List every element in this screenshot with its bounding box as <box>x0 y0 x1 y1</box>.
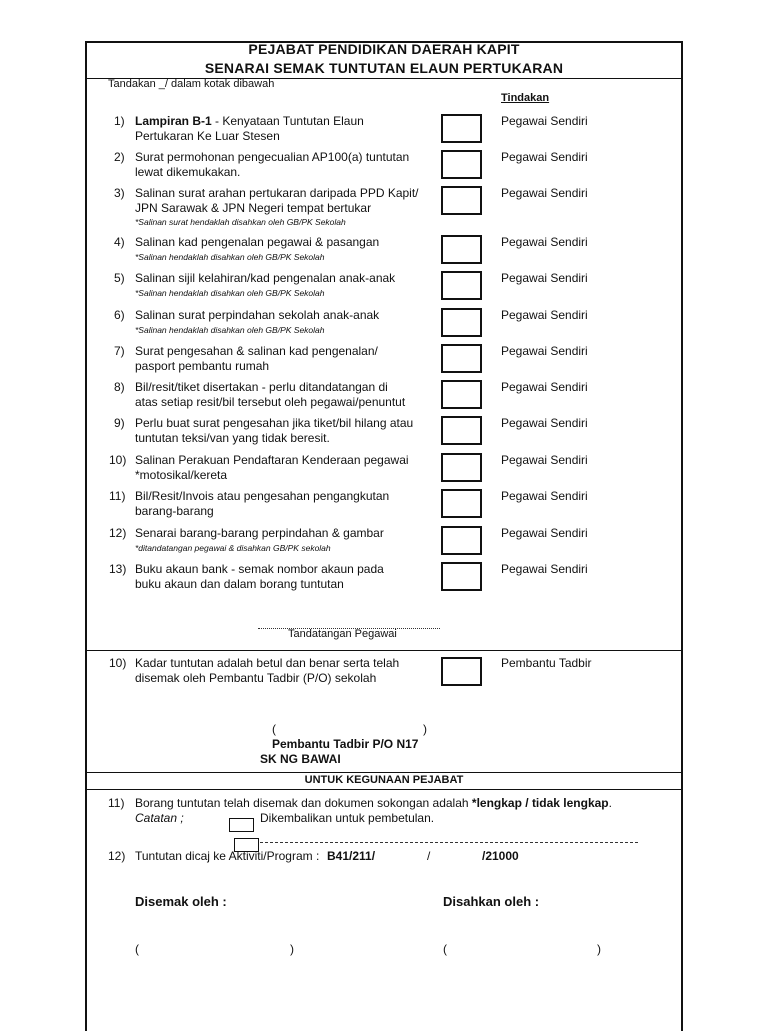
checker-paren-close: ) <box>290 942 294 956</box>
item-line1: Buku akaun bank - semak nombor akaun pada <box>135 562 384 576</box>
checked-by-label: Disemak oleh : <box>135 894 227 909</box>
item-line1: Surat pengesahan & salinan kad pengenalan/ <box>135 344 378 358</box>
item-line1: Salinan surat perpindahan sekolah anak-anak <box>135 308 380 322</box>
item-action: Pegawai Sendiri <box>501 489 588 503</box>
office-use-heading: UNTUK KEGUNAAN PEJABAT <box>304 774 464 786</box>
item-number: 11) <box>109 489 126 503</box>
item-line1: Surat permohonan pengecualian AP100(a) tuntutan <box>135 150 410 164</box>
approver-paren-open: ( <box>443 942 447 956</box>
program-code-slash: / <box>427 849 431 863</box>
pt-item-number: 10) <box>109 656 127 670</box>
item-checkbox[interactable] <box>441 416 482 445</box>
pt-paren-open: ( <box>272 722 276 736</box>
item-number: 10) <box>109 453 127 467</box>
item-line1: Salinan Perakuan Pendaftaran Kenderaan pegawai <box>135 453 409 467</box>
item-number: 9) <box>114 416 125 430</box>
item-checkbox[interactable] <box>441 271 482 300</box>
item-line1: Salinan surat arahan pertukaran daripada PPD Kapit/ <box>135 186 419 200</box>
item-checkbox[interactable] <box>441 489 482 518</box>
item-action: Pegawai Sendiri <box>501 271 588 285</box>
item-action: Pegawai Sendiri <box>501 380 588 394</box>
item-line2: pasport pembantu rumah <box>135 359 270 373</box>
pt-checkbox[interactable] <box>441 657 482 686</box>
item-checkbox[interactable] <box>441 380 482 409</box>
item-line2: JPN Sarawak & JPN Negeri tempat bertukar <box>135 201 372 215</box>
item-note: *Salinan hendaklah disahkan oleh GB/PK Sekolah <box>135 252 325 262</box>
item-checkbox[interactable] <box>441 186 482 215</box>
item-note: *ditandatangan pegawai & disahkan GB/PK sekolah <box>135 543 331 553</box>
office-title: PEJABAT PENDIDIKAN DAERAH KAPIT <box>248 41 520 57</box>
item-line1: Senarai barang-barang perpindahan & gambar <box>135 526 384 540</box>
item-line2: atas setiap resit/bil tersebut oleh pegawai/penuntut <box>135 395 406 409</box>
item-action: Pegawai Sendiri <box>501 526 588 540</box>
item-checkbox[interactable] <box>441 344 482 373</box>
item-number: 3) <box>114 186 125 200</box>
item-checkbox[interactable] <box>441 453 482 482</box>
approved-by-label: Disahkan oleh : <box>443 894 540 909</box>
item-line1: Bil/Resit/Invois atau pengesahan pengangkutan <box>135 489 390 503</box>
office-item12-number: 12) <box>108 849 126 863</box>
item-action: Pegawai Sendiri <box>501 416 588 430</box>
returned-checkbox[interactable] <box>229 818 254 832</box>
catatan-label: Catatan ; <box>135 811 184 825</box>
item-checkbox[interactable] <box>441 114 482 143</box>
item-line1: Perlu buat surat pengesahan jika tiket/bil hilang atau <box>135 416 414 430</box>
item-line2: Pertukaran Ke Luar Stesen <box>135 129 280 143</box>
item-bold-label: Lampiran B-1 <box>135 114 212 128</box>
approver-paren-close: ) <box>597 942 601 956</box>
pt-item-line2: disemak oleh Pembantu Tadbir (P/O) sekolah <box>135 671 377 685</box>
item-line2: tuntutan teksi/van yang tidak beresit. <box>135 431 330 445</box>
item-line2: buku akaun dan dalam borang tuntutan <box>135 577 344 591</box>
program-code-part1: B41/211/ <box>327 849 376 863</box>
item-action: Pegawai Sendiri <box>501 344 588 358</box>
item-action: Pegawai Sendiri <box>501 235 588 249</box>
section-divider-3 <box>85 789 683 790</box>
item-line2: barang-barang <box>135 504 214 518</box>
item-number: 1) <box>114 114 125 128</box>
tindakan-heading: Tindakan <box>501 92 550 104</box>
form-title: SENARAI SEMAK TUNTUTAN ELAUN PERTUKARAN <box>204 60 564 76</box>
item-action: Pegawai Sendiri <box>501 150 588 164</box>
item-number: 5) <box>114 271 125 285</box>
item-number: 13) <box>109 562 127 576</box>
item-action: Pegawai Sendiri <box>501 562 588 576</box>
office-item11-number: 11) <box>108 796 125 810</box>
item-line1: Salinan sijil kelahiran/kad pengenalan anak-anak <box>135 271 396 285</box>
section-divider-2 <box>85 772 683 773</box>
item-line1-rest: - Kenyataan Tuntutan Elaun <box>211 114 364 128</box>
item-checkbox[interactable] <box>441 562 482 591</box>
item-checkbox[interactable] <box>441 526 482 555</box>
item-checkbox[interactable] <box>441 235 482 264</box>
item-checkbox[interactable] <box>441 308 482 337</box>
checker-paren-open: ( <box>135 942 139 956</box>
item-note: *Salinan hendaklah disahkan oleh GB/PK Sekolah <box>135 288 325 298</box>
pt-paren-close: ) <box>423 722 427 736</box>
item-line1: Bil/resit/tiket disertakan - perlu ditandatangan di <box>135 380 388 394</box>
remarks-line <box>260 842 638 843</box>
item-number: 6) <box>114 308 125 322</box>
item-action: Pegawai Sendiri <box>501 114 588 128</box>
item-number: 4) <box>114 235 125 249</box>
pt-action: Pembantu Tadbir <box>501 656 592 670</box>
instruction-text: Tandakan _/ dalam kotak dibawah <box>108 78 275 90</box>
item-note: *Salinan hendaklah disahkan oleh GB/PK Sekolah <box>135 325 325 335</box>
school-name: SK NG BAWAI <box>260 752 341 766</box>
item-action: Pegawai Sendiri <box>501 186 588 200</box>
section-divider-1 <box>85 650 683 651</box>
item-line2: *motosikal/kereta <box>135 468 228 482</box>
office-item11-text: Borang tuntutan telah disemak dan dokumen sokongan adalah *lengkap / tidak lengkap. <box>135 796 612 810</box>
item-number: 7) <box>114 344 125 358</box>
pt-title: Pembantu Tadbir P/O N17 <box>272 737 419 751</box>
item-action: Pegawai Sendiri <box>501 308 588 322</box>
item-action: Pegawai Sendiri <box>501 453 588 467</box>
item-number: 8) <box>114 380 125 394</box>
item-line2: lewat dikemukakan. <box>135 165 241 179</box>
office-item12-text: Tuntutan dicaj ke Aktiviti/Program : <box>135 849 320 863</box>
returned-text: Dikembalikan untuk pembetulan. <box>260 811 435 825</box>
officer-signature-label: Tandatangan Pegawai <box>288 628 397 640</box>
pt-item-line1: Kadar tuntutan adalah betul dan benar serta telah <box>135 656 400 670</box>
item-number: 12) <box>109 526 127 540</box>
item-checkbox[interactable] <box>441 150 482 179</box>
item-line1 <box>135 114 364 129</box>
item-number: 2) <box>114 150 125 164</box>
program-code-part2: /21000 <box>482 849 519 863</box>
item-note: *Salinan surat hendaklah disahkan oleh GB/PK Sekolah <box>135 217 346 227</box>
item-line1: Salinan kad pengenalan pegawai & pasangan <box>135 235 380 249</box>
